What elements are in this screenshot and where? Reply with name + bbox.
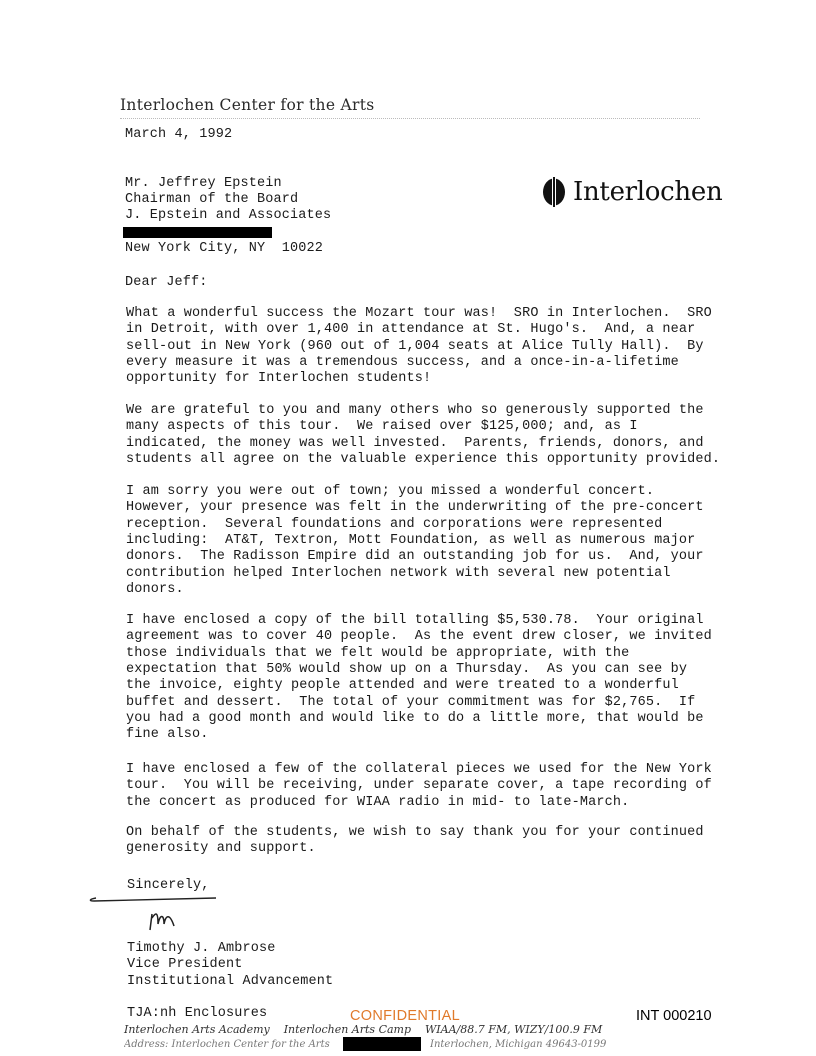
paragraph-line: sell-out in New York (960 out of 1,004 seats at Alice Tully Hall). By [126, 338, 704, 354]
paragraph-line: in Detroit, with over 1,400 in attendance at St. Hugo's. And, a near [126, 322, 696, 338]
logo-mark-icon [541, 177, 567, 207]
paragraph-line: I have enclosed a few of the collateral pieces we used for the New York [126, 762, 712, 777]
paragraph-line: fine also. [126, 727, 209, 743]
paragraph-line: reception. Several foundations and corporations were represented [126, 516, 663, 532]
paragraph-line: every measure it was a tremendous success, and a once-in-a-lifetime [126, 354, 679, 370]
paragraph-line: I have enclosed a copy of the bill totalling $5,530.78. Your original [126, 613, 704, 628]
recipient-line: New York City, NY 10022 [125, 241, 324, 256]
paragraph-line: you had a good month and would like to do a little more, that would be [126, 710, 704, 726]
closing: Sincerely, [127, 878, 210, 893]
body-paragraph [126, 613, 746, 745]
signature-block [127, 941, 387, 991]
recipient-line: Mr. Jeffrey Epstein [125, 176, 282, 191]
signer-department: Institutional Advancement [127, 973, 334, 989]
bates-number: INT 000210 [636, 1008, 712, 1024]
paragraph-line: contribution helped Interlochen network with several new potential [126, 565, 671, 581]
paragraph-line: many aspects of this tour. We raised over $125,000; and, as I [126, 419, 638, 435]
paragraph-line: the invoice, eighty people attended and were treated to a wonderful [126, 678, 679, 694]
paragraph-line: We are grateful to you and many others who so generously supported the [126, 403, 704, 418]
paragraph-line: On behalf of the students, we wish to say thank you for your continued [126, 825, 704, 840]
paragraph-line: expectation that 50% would show up on a Thursday. As you can see by [126, 661, 688, 677]
paragraph-line: generosity and support. [126, 841, 316, 857]
paragraph-line: students all agree on the valuable experience this opportunity provided. [126, 451, 721, 467]
letter-date: March 4, 1992 [125, 127, 233, 142]
redaction-bar [343, 1037, 421, 1051]
recipient-line: J. Epstein and Associates [125, 208, 332, 223]
body-paragraph [126, 403, 746, 469]
body-paragraph [126, 306, 746, 388]
recipient-block [125, 176, 445, 266]
body-paragraph [126, 825, 746, 859]
paragraph-line: opportunity for Interlochen students! [126, 371, 432, 387]
body-paragraph [126, 484, 746, 599]
salutation: Dear Jeff: [125, 275, 208, 290]
paragraph-line: I am sorry you were out of town; you missed a wonderful concert. [126, 484, 655, 499]
paragraph-line: donors. [126, 581, 184, 597]
paragraph-line: agreement was to cover 40 people. As the event drew closer, we invited [126, 629, 712, 645]
paragraph-line: What a wonderful success the Mozart tour was! SRO in Interlochen. SRO [126, 306, 712, 321]
paragraph-line: those individuals that we felt would be appropriate, with the [126, 645, 630, 661]
letterhead-rule [120, 118, 700, 119]
paragraph-line: including: AT&T, Textron, Mott Foundation, as well as numerous major [126, 532, 696, 548]
footer-address-right: Interlochen, Michigan 49643-0199 [430, 1039, 607, 1050]
footer-address-left: Address: Interlochen Center for the Arts [124, 1039, 330, 1050]
paragraph-line: buffet and dessert. The total of your commitment was for $2,765. If [126, 694, 696, 710]
paragraph-line: the concert as produced for WIAA radio in mid- to late-March. [126, 794, 630, 810]
body-paragraph [126, 762, 746, 812]
recipient-line: Chairman of the Board [125, 192, 299, 207]
logo-wordmark: Interlochen [573, 177, 723, 207]
enclosures-line: TJA:nh Enclosures [127, 1006, 268, 1021]
redaction-bar [123, 227, 272, 238]
signer-name: Timothy J. Ambrose [127, 941, 276, 956]
footer-divisions: Interlochen Arts Academy Interlochen Arts Camp WIAA/88.7 FM, WIZY/100.9 FM [124, 1023, 603, 1036]
handwritten-signature [86, 888, 226, 938]
paragraph-line: tour. You will be receiving, under separate cover, a tape recording of [126, 778, 712, 794]
paragraph-line: However, your presence was felt in the underwriting of the pre-concert [126, 500, 704, 516]
paragraph-line: donors. The Radisson Empire did an outstanding job for us. And, your [126, 549, 704, 565]
signer-title: Vice President [127, 957, 243, 973]
paragraph-line: indicated, the money was well invested. Parents, friends, donors, and [126, 435, 704, 451]
interlochen-logo [541, 177, 722, 207]
letterhead-org-name: Interlochen Center for the Arts [120, 96, 375, 114]
confidential-stamp: CONFIDENTIAL [350, 1008, 460, 1024]
